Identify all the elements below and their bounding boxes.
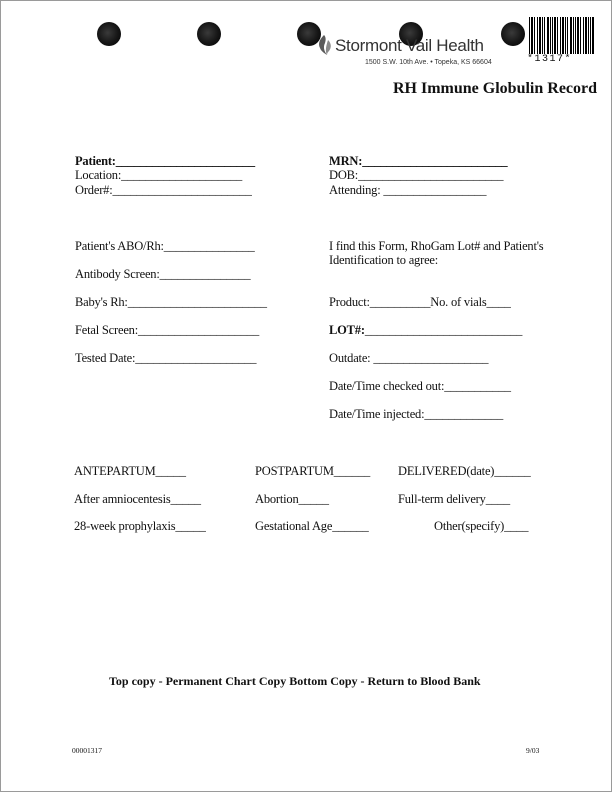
copy-instructions: Top copy - Permanent Chart Copy Bottom Copy - Return to Blood Bank: [109, 674, 481, 688]
org-address: 1500 S.W. 10th Ave. • Topeka, KS 66604: [365, 59, 492, 66]
injected-field[interactable]: Date/Time injected:_____________: [329, 407, 504, 421]
antepartum-field[interactable]: ANTEPARTUM_____: [74, 464, 186, 478]
gestational-age-field[interactable]: Gestational Age______: [255, 519, 369, 533]
form-number: 00001317: [72, 746, 102, 755]
logo-icon: [315, 34, 333, 56]
verification-text: I find this Form, RhoGam Lot# and Patient's: [329, 239, 544, 253]
patient-field[interactable]: Patient:_______________________: [75, 154, 255, 168]
other-specify-field[interactable]: Other(specify)____: [434, 519, 529, 533]
product-field[interactable]: Product:__________No. of vials____: [329, 295, 511, 309]
barcode-text: *1317*: [527, 54, 573, 65]
revision-date: 9/03: [526, 746, 540, 755]
punch-hole: [501, 22, 525, 46]
postpartum-field[interactable]: POSTPARTUM______: [255, 464, 371, 478]
checked-out-field[interactable]: Date/Time checked out:___________: [329, 379, 511, 393]
verification-text-2: Identification to agree:: [329, 253, 439, 267]
antibody-screen-field[interactable]: Antibody Screen:_______________: [75, 267, 251, 281]
punch-hole: [197, 22, 221, 46]
fetal-screen-field[interactable]: Fetal Screen:____________________: [75, 323, 260, 337]
abo-rh-field[interactable]: Patient's ABO/Rh:_______________: [75, 239, 255, 253]
amniocentesis-field[interactable]: After amniocentesis_____: [74, 492, 201, 506]
lot-field[interactable]: [329, 323, 522, 338]
barcode: [529, 17, 595, 54]
org-name: Stormont Vail Health: [335, 36, 484, 55]
outdate-field[interactable]: Outdate: ___________________: [329, 351, 489, 365]
attending-field[interactable]: Attending: _________________: [329, 183, 487, 197]
order-field[interactable]: Order#:_______________________: [75, 183, 252, 197]
mrn-field[interactable]: MRN:________________________: [329, 154, 508, 168]
dob-field[interactable]: DOB:________________________: [329, 168, 504, 182]
tested-date-field[interactable]: Tested Date:____________________: [75, 351, 257, 365]
abortion-field[interactable]: Abortion_____: [255, 492, 329, 506]
prophylaxis-field[interactable]: 28-week prophylaxis_____: [74, 519, 206, 533]
lot-line[interactable]: __________________________: [364, 323, 523, 337]
full-term-field[interactable]: Full-term delivery____: [398, 492, 510, 506]
lot-label: LOT#:: [329, 323, 365, 337]
punch-hole: [97, 22, 121, 46]
baby-rh-field[interactable]: Baby's Rh:_______________________: [75, 295, 267, 309]
form-title: RH Immune Globulin Record: [393, 80, 598, 97]
location-field[interactable]: Location:____________________: [75, 168, 243, 182]
delivered-field[interactable]: DELIVERED(date)______: [398, 464, 531, 478]
